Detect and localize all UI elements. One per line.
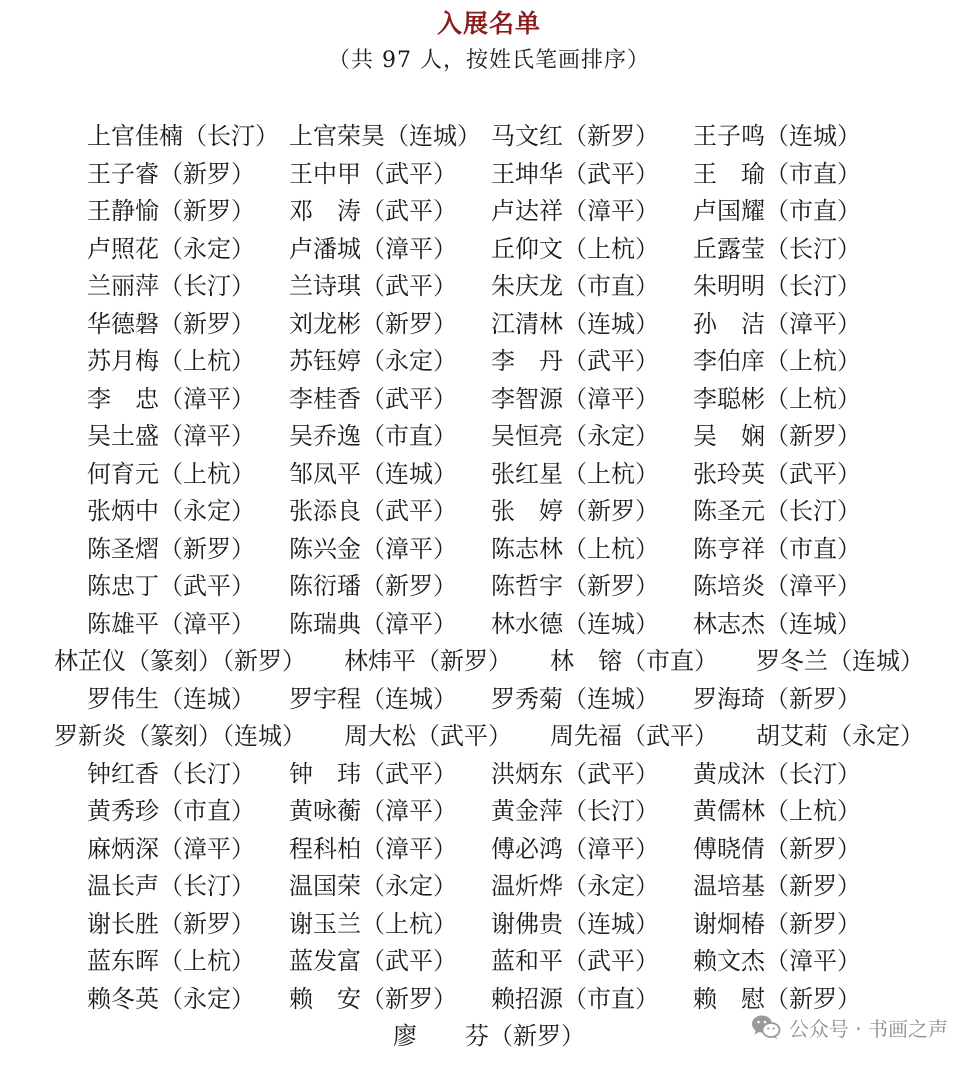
roster-entry: 林炜平（新罗）	[344, 647, 512, 675]
roster-entry: 丘仰文（上杭）	[491, 234, 659, 263]
roster-row	[0, 118, 978, 156]
roster-entry: 马文红（新罗）	[491, 122, 659, 150]
roster-entry: 苏月梅（上杭）	[87, 347, 255, 375]
roster-entry: 王中甲（武平）	[289, 159, 457, 188]
roster-row	[0, 718, 978, 756]
roster-entry: 卢潘城（漳平）	[289, 234, 457, 263]
page-title: 入展名单	[436, 9, 541, 38]
roster-row	[0, 268, 978, 306]
page-subtitle: （共 97 人，按姓氏笔画排序）	[328, 48, 650, 73]
roster-entry: 江清林（连城）	[491, 309, 659, 338]
roster-entry: 上官佳楠（长汀）	[87, 122, 279, 150]
roster-row	[0, 681, 978, 719]
roster-entry: 黄儒林（上杭）	[693, 797, 861, 825]
roster-row	[0, 793, 978, 831]
roster-entry: 罗宇程（连城）	[289, 684, 457, 713]
roster-row	[0, 756, 978, 794]
roster-entry: 谢炯椿（新罗）	[693, 909, 861, 938]
roster-entry: 吴恒亮（永定）	[491, 422, 659, 450]
roster-entry: 温长声（长汀）	[87, 872, 255, 900]
roster-entry: 周大松（武平）	[344, 722, 512, 750]
roster-entry: 李聪彬（上杭）	[693, 384, 861, 413]
roster-entry: 林水德（连城）	[491, 609, 659, 638]
roster-entry: 陈志林（上杭）	[491, 534, 659, 563]
roster-entry: 陈圣元（长汀）	[693, 497, 861, 525]
roster-row	[0, 906, 978, 944]
roster-entry: 李伯庠（上杭）	[693, 347, 861, 375]
roster-entry: 程科柏（漳平）	[289, 834, 457, 863]
roster-entry: 吴土盛（漳平）	[87, 422, 255, 450]
roster-entry: 张添良（武平）	[289, 497, 457, 525]
roster-entry: 邓 涛（武平）	[289, 197, 457, 225]
roster-entry: 洪炳东（武平）	[491, 759, 659, 788]
roster-entry: 钟红香（长汀）	[87, 759, 255, 788]
roster-list	[0, 118, 978, 1056]
roster-entry: 何育元（上杭）	[87, 459, 255, 488]
roster-entry: 李 忠（漳平）	[87, 384, 255, 413]
roster-entry: 朱明明（长汀）	[693, 272, 861, 300]
roster-entry: 朱庆龙（市直）	[491, 272, 659, 300]
roster-row	[0, 156, 978, 194]
roster-entry: 谢玉兰（上杭）	[289, 909, 457, 938]
roster-entry: 罗海琦（新罗）	[693, 684, 861, 713]
roster-entry: 张炳中（永定）	[87, 497, 255, 525]
roster-entry: 卢国耀（市直）	[693, 197, 861, 225]
roster-entry: 李桂香（武平）	[289, 384, 457, 413]
roster-entry: 华德磐（新罗）	[87, 309, 255, 338]
roster-entry: 黄秀珍（市直）	[87, 797, 255, 825]
roster-row	[0, 568, 978, 606]
roster-row	[0, 306, 978, 344]
roster-entry: 陈圣熠（新罗）	[87, 534, 255, 563]
roster-entry: 张 婷（新罗）	[491, 497, 659, 525]
roster-entry: 兰诗琪（武平）	[289, 272, 457, 300]
roster-entry: 林志杰（连城）	[693, 609, 861, 638]
roster-entry: 卢达祥（漳平）	[491, 197, 659, 225]
roster-entry: 罗秀菊（连城）	[491, 684, 659, 713]
roster-entry: 黄金萍（长汀）	[491, 797, 659, 825]
roster-row	[0, 231, 978, 269]
roster-entry: 王静愉（新罗）	[87, 197, 255, 225]
roster-entry: 赖文杰（漳平）	[693, 947, 861, 975]
roster-entry: 谢佛贵（连城）	[491, 909, 659, 938]
roster-entry: 上官荣昊（连城）	[289, 122, 481, 150]
roster-row	[0, 193, 978, 231]
wechat-icon	[751, 1014, 781, 1040]
roster-entry: 邹凤平（连城）	[289, 459, 457, 488]
roster-entry: 黄成沐（长汀）	[693, 759, 861, 788]
roster-entry: 陈兴金（漳平）	[289, 534, 457, 563]
watermark	[751, 1012, 948, 1042]
roster-row	[0, 418, 978, 456]
roster-entry: 温炘烨（永定）	[491, 872, 659, 900]
roster-entry: 陈衍璠（新罗）	[289, 572, 457, 600]
roster-entry: 王子睿（新罗）	[87, 159, 255, 188]
roster-entry: 李智源（漳平）	[491, 384, 659, 413]
roster-entry: 黄咏蘅（漳平）	[289, 797, 457, 825]
roster-entry: 林芷仪（篆刻）（新罗）	[54, 647, 306, 675]
roster-entry: 罗新炎（篆刻）（连城）	[54, 722, 306, 750]
roster-entry: 陈哲宇（新罗）	[491, 572, 659, 600]
roster-entry: 刘龙彬（新罗）	[289, 309, 457, 338]
roster-entry: 陈雄平（漳平）	[87, 609, 255, 638]
roster-entry: 孙 洁（漳平）	[693, 309, 861, 338]
roster-entry: 王 瑜（市直）	[693, 159, 861, 188]
roster-row	[0, 456, 978, 494]
roster-entry: 谢长胜（新罗）	[87, 909, 255, 938]
roster-row	[0, 606, 978, 644]
roster-row	[0, 831, 978, 869]
roster-entry: 陈亨祥（市直）	[693, 534, 861, 563]
roster-entry: 廖 芬（新罗）	[393, 1022, 585, 1050]
roster-entry: 胡艾莉（永定）	[756, 722, 924, 750]
roster-entry: 林 镕（市直）	[550, 647, 718, 675]
roster-entry: 陈忠丁（武平）	[87, 572, 255, 600]
roster-entry: 张红星（上杭）	[491, 459, 659, 488]
roster-entry: 罗伟生（连城）	[87, 684, 255, 713]
roster-entry: 赖 安（新罗）	[289, 984, 457, 1013]
roster-entry: 钟 玮（武平）	[289, 759, 457, 788]
watermark-text: 公众号 · 书画之声	[788, 1016, 948, 1041]
roster-entry: 陈培炎（漳平）	[693, 572, 861, 600]
roster-entry: 傅必鸿（漳平）	[491, 834, 659, 863]
roster-entry: 吴乔逸（市直）	[289, 422, 457, 450]
roster-row	[0, 493, 978, 531]
roster-entry: 赖冬英（永定）	[87, 984, 255, 1013]
roster-entry: 罗冬兰（连城）	[756, 647, 924, 675]
roster-row	[0, 343, 978, 381]
roster-entry: 张玲英（武平）	[693, 459, 861, 488]
roster-entry: 赖 慰（新罗）	[693, 984, 861, 1013]
roster-row	[0, 381, 978, 419]
roster-entry: 吴 娴（新罗）	[693, 422, 861, 450]
roster-entry: 温国荣（永定）	[289, 872, 457, 900]
roster-entry: 王坤华（武平）	[491, 159, 659, 188]
roster-entry: 蓝东晖（上杭）	[87, 947, 255, 975]
roster-entry: 蓝和平（武平）	[491, 947, 659, 975]
roster-entry: 陈瑞典（漳平）	[289, 609, 457, 638]
roster-entry: 傅晓倩（新罗）	[693, 834, 861, 863]
roster-entry: 周先福（武平）	[550, 722, 718, 750]
roster-entry: 麻炳深（漳平）	[87, 834, 255, 863]
roster-row	[0, 531, 978, 569]
roster-entry: 丘露莹（长汀）	[693, 234, 861, 263]
roster-entry: 王子鸣（连城）	[693, 122, 861, 150]
roster-entry: 兰丽萍（长汀）	[87, 272, 255, 300]
roster-entry: 赖招源（市直）	[491, 984, 659, 1013]
roster-row	[0, 643, 978, 681]
roster-entry: 卢照花（永定）	[87, 234, 255, 263]
roster-row	[0, 868, 978, 906]
roster-entry: 李 丹（武平）	[491, 347, 659, 375]
roster-entry: 温培基（新罗）	[693, 872, 861, 900]
roster-row	[0, 943, 978, 981]
roster-entry: 苏钰婷（永定）	[289, 347, 457, 375]
roster-entry: 蓝发富（武平）	[289, 947, 457, 975]
